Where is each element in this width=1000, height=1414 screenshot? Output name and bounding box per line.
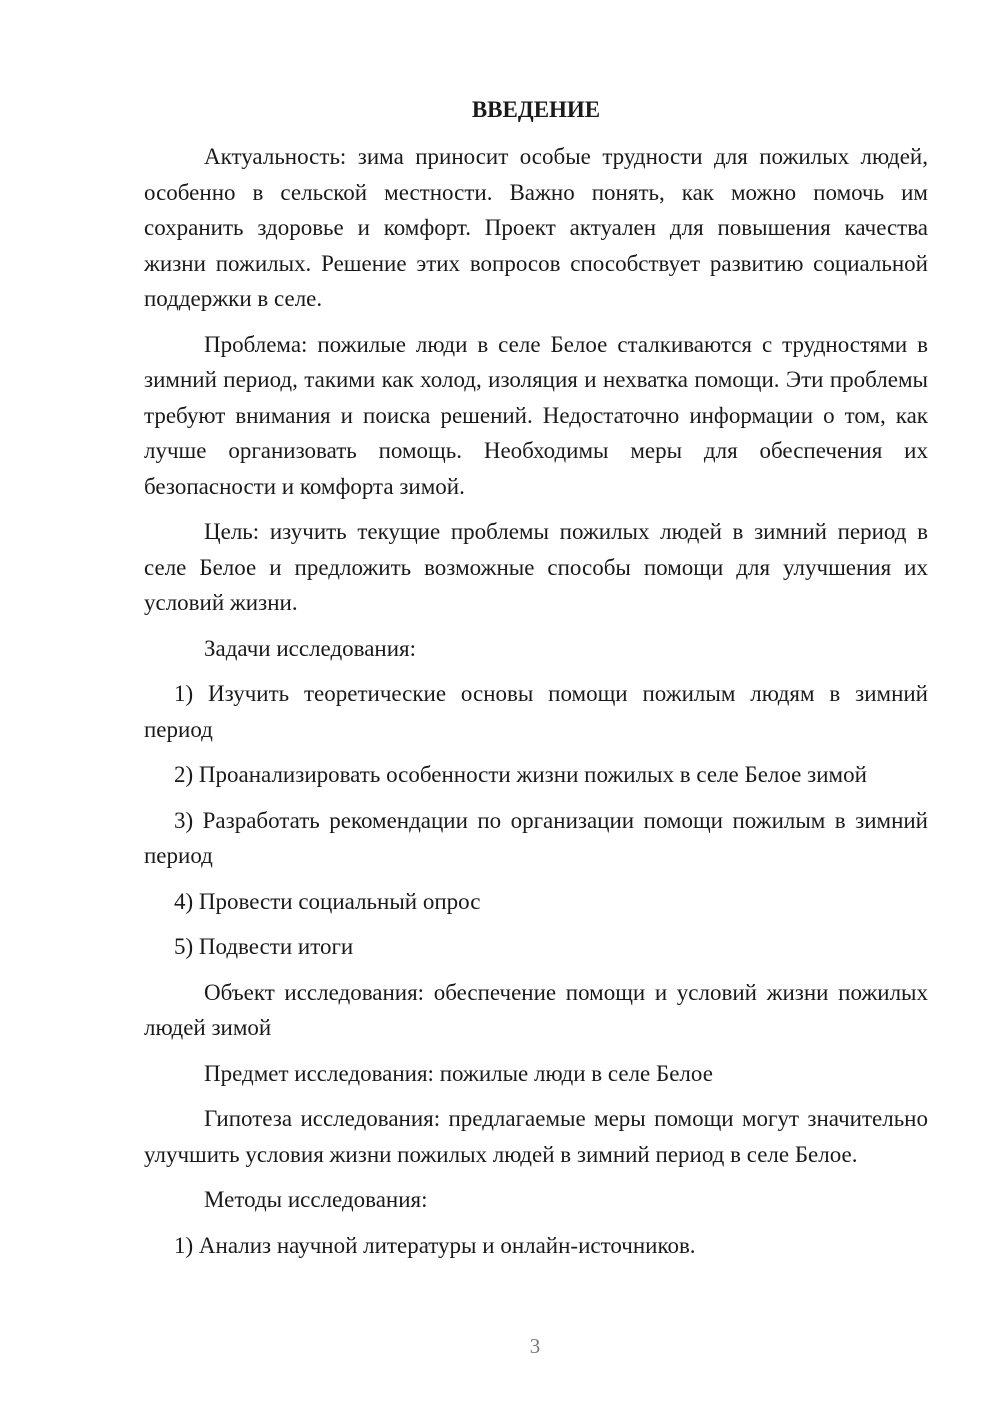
tasks-heading: Задачи исследования: [204,635,417,661]
object-paragraph: Объект исследования: обеспечение помощи и условий жизни пожилых людей зимой [144,979,928,1040]
method-item: 1) Анализ научной литературы и онлайн-источников. [174,1232,696,1258]
task-item: 5) Подвести итоги [174,934,354,959]
problem-paragraph: Проблема: пожилые люди в селе Белое сталкиваются с трудностями в зимний период, такими как холод, изоляция и нехватка помощи. Эти проблемы требуют внимания и поиска решений. Недостаточно информации о том, как лучше организовать помощь. Необходимы меры для обеспечения их безопасности и комфорта зимой. [144,331,928,499]
page-content [144,92,928,1273]
task-item: 4) Провести социальный опрос [174,888,481,914]
hypothesis-paragraph: Гипотеза исследования: предлагаемые меры помощи могут значительно улучшить условия жизни пожилых людей в зимний период в селе Белое. [144,1106,928,1167]
task-item: 1) Изучить теоретические основы помощи пожилым людям в зимний период [144,681,928,742]
task-item: 3) Разработать рекомендации по организации помощи пожилым в зимний период [144,807,928,868]
task-item: 2) Проанализировать особенности жизни пожилых в селе Белое зимой [174,762,867,787]
page-number: 3 [529,1334,541,1358]
goal-paragraph: Цель: изучить текущие проблемы пожилых людей в зимний период в селе Белое и предложить возможные способы помощи для улучшения их условий жизни. [144,519,928,615]
subject-paragraph: Предмет исследования: пожилые люди в селе Белое [204,1060,713,1086]
relevance-paragraph: Актуальность: зима приносит особые трудности для пожилых людей, особенно в сельской местности. Важно понять, как можно помочь им сохранить здоровье и комфорт. Проект актуален для повышения качества жизни пожилых. Решение этих вопросов способствует развитию социальной поддержки в селе. [144,144,928,311]
methods-heading: Методы исследования: [204,1187,428,1212]
page-title: ВВЕДЕНИЕ [471,97,601,122]
